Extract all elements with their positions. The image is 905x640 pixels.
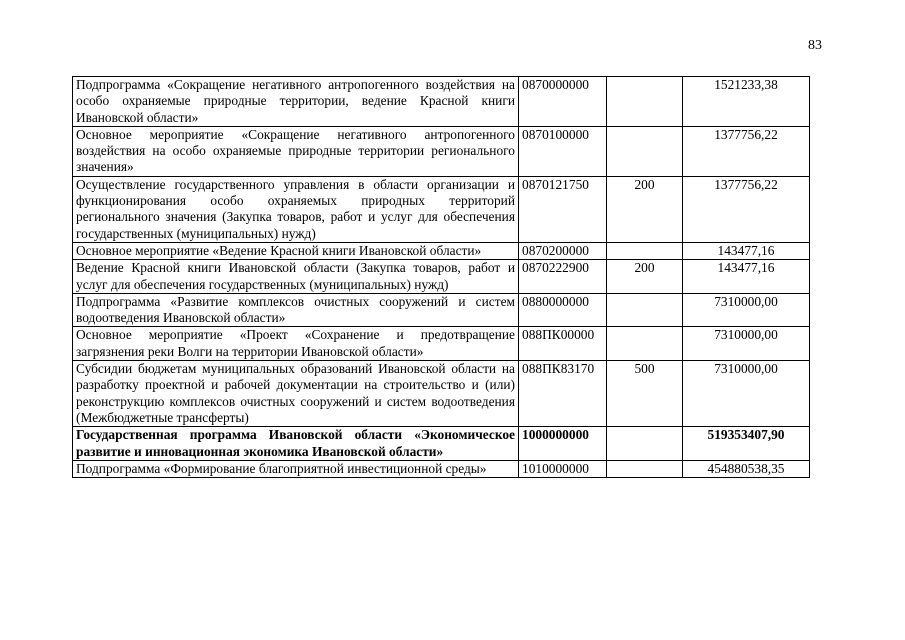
target-code-cell: 1000000000 [519,427,607,461]
item-name-cell: Основное мероприятие «Ведение Красной книги Ивановской области» [73,242,519,259]
item-name-cell: Основное мероприятие «Проект «Сохранение и предотвращение загрязнения реки Волги на территории Ивановской области» [73,327,519,361]
table-row [73,460,810,477]
expense-type-cell: 200 [607,176,683,242]
amount-cell: 1377756,22 [683,126,810,176]
target-code-cell: 088ПК00000 [519,327,607,361]
item-name-cell: Подпрограмма «Формирование благоприятной инвестиционной среды» [73,460,519,477]
item-name-cell: Подпрограмма «Развитие комплексов очистных сооружений и систем водоотведения Ивановской области» [73,293,519,327]
expense-type-cell [607,293,683,327]
amount-cell: 143477,16 [683,260,810,294]
table-row [73,126,810,176]
expense-type-cell [607,460,683,477]
table-row [73,242,810,259]
item-name-cell: Государственная программа Ивановской области «Экономическое развитие и инновационная экономика Ивановской области» [73,427,519,461]
item-name-cell: Субсидии бюджетам муниципальных образований Ивановской области на разработку проектной и рабочей документации на строительство и (или) реконструкцию комплексов очистных сооружений и систем водоотведения (Межбюджетные трансферты) [73,361,519,427]
budget-table [72,76,810,478]
expense-type-cell [607,77,683,127]
table-row [73,361,810,427]
amount-cell: 143477,16 [683,242,810,259]
item-name-cell: Осуществление государственного управления в области организации и функционирования особо охраняемых природных территорий регионального значения (Закупка товаров, работ и услуг для обеспечения государственных (муниципальных) нужд) [73,176,519,242]
target-code-cell: 0880000000 [519,293,607,327]
amount-cell: 519353407,90 [683,427,810,461]
target-code-cell: 0870121750 [519,176,607,242]
table-row [73,427,810,461]
target-code-cell: 088ПК83170 [519,361,607,427]
target-code-cell: 0870000000 [519,77,607,127]
item-name-cell: Ведение Красной книги Ивановской области (Закупка товаров, работ и услуг для обеспечения государственных (муниципальных) нужд) [73,260,519,294]
expense-type-cell [607,427,683,461]
expense-type-cell: 500 [607,361,683,427]
amount-cell: 454880538,35 [683,460,810,477]
page-number: 83 [808,38,822,53]
item-name-cell: Подпрограмма «Сокращение негативного антропогенного воздействия на особо охраняемые природные территории, ведение Красной книги Ивановской области» [73,77,519,127]
target-code-cell: 0870222900 [519,260,607,294]
target-code-cell: 0870100000 [519,126,607,176]
amount-cell: 7310000,00 [683,361,810,427]
table-row [73,327,810,361]
expense-type-cell [607,242,683,259]
amount-cell: 1521233,38 [683,77,810,127]
amount-cell: 7310000,00 [683,327,810,361]
amount-cell: 1377756,22 [683,176,810,242]
table-row [73,260,810,294]
budget-table-body [73,77,810,478]
target-code-cell: 1010000000 [519,460,607,477]
expense-type-cell: 200 [607,260,683,294]
expense-type-cell [607,327,683,361]
expense-type-cell [607,126,683,176]
amount-cell: 7310000,00 [683,293,810,327]
item-name-cell: Основное мероприятие «Сокращение негативного антропогенного воздействия на особо охраняемые природные территории регионального значения» [73,126,519,176]
target-code-cell: 0870200000 [519,242,607,259]
table-row [73,77,810,127]
table-row [73,293,810,327]
table-row [73,176,810,242]
